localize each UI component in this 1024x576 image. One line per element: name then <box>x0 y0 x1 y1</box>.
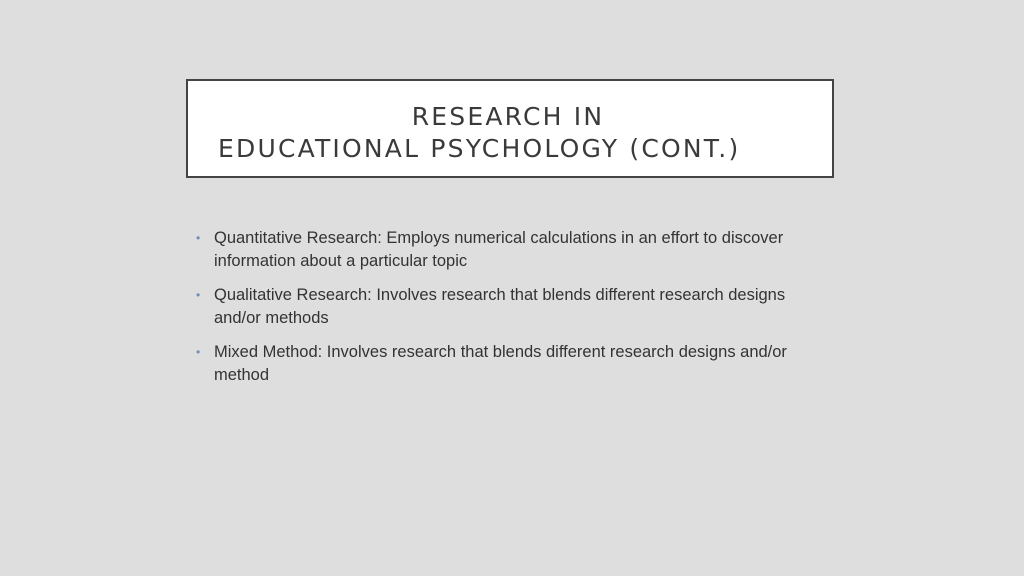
bullet-text: Quantitative Research: Employs numerical calculations in an effort to discover information about a particular topic <box>214 229 784 270</box>
bullet-item-mixed-method <box>196 341 836 387</box>
bullet-text: Qualitative Research: Involves research that blends different research designs and/or methods <box>214 286 786 327</box>
bullet-list <box>196 227 836 398</box>
title-box <box>186 79 834 178</box>
bullet-text: Mixed Method: Involves research that blends different research designs and/or method <box>214 343 787 384</box>
bullet-dot-icon: • <box>196 288 201 302</box>
slide-title-line-2: EDUCATIONAL PSYCHOLOGY (CONT.) <box>218 134 741 163</box>
bullet-dot-icon: • <box>196 345 201 359</box>
bullet-item-quantitative <box>196 227 836 273</box>
slide-title-line-1: RESEARCH IN <box>411 102 605 131</box>
bullet-item-qualitative <box>196 284 836 330</box>
bullet-dot-icon: • <box>196 231 201 245</box>
